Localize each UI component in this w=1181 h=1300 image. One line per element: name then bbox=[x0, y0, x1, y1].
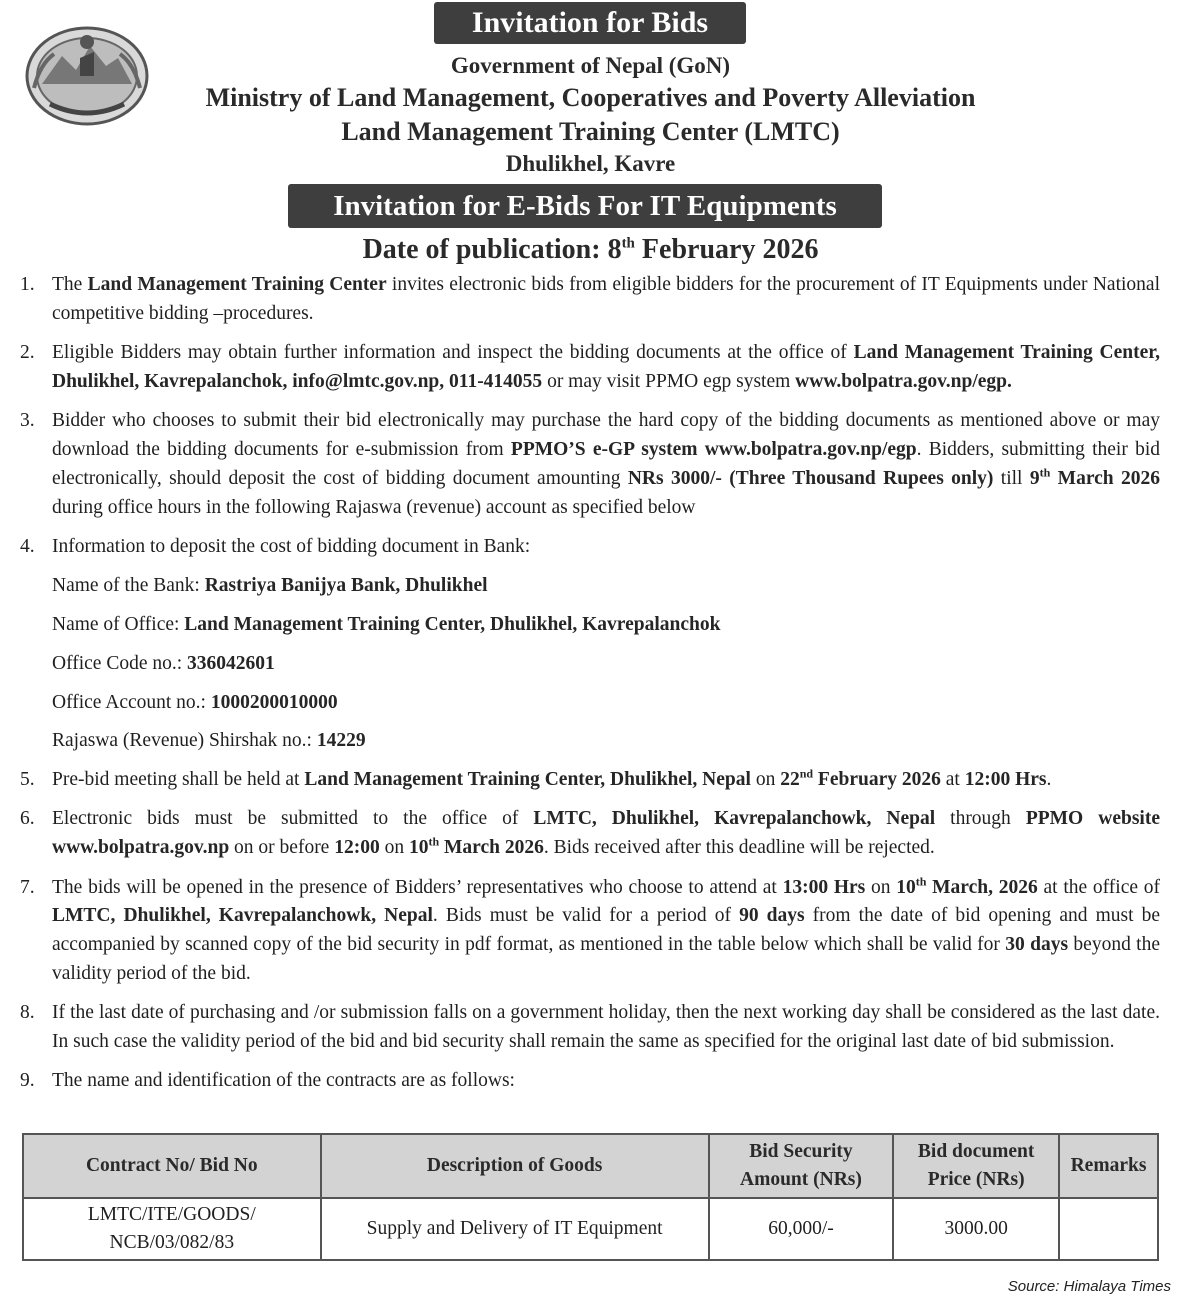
emphasis-text: 30 days bbox=[1005, 934, 1069, 956]
center-location: Dhulikhel, Kavre bbox=[505, 151, 676, 176]
emphasis-text: 12:00 Hrs bbox=[964, 769, 1047, 791]
notice-item bbox=[20, 874, 1160, 989]
center-name: Land Management Training Center (LMTC) bbox=[341, 117, 840, 146]
item-text bbox=[52, 410, 1160, 517]
emphasis-text: Land Management Training Center bbox=[87, 274, 387, 295]
ordinal-suffix: th bbox=[1039, 465, 1051, 480]
body-text: The bbox=[52, 274, 88, 295]
cell-document-price: 3000.00 bbox=[893, 1198, 1059, 1260]
body-text: . Bidders, submitting their bid electronically, should deposit the cost of bidding document amounting bbox=[52, 438, 1160, 489]
emphasis-text: March, 2026 bbox=[926, 876, 1038, 898]
emphasis-text: LMTC, Dhulikhel, Kavrepalanchowk, Nepal bbox=[52, 905, 433, 927]
bank-detail-label: Name of Office: bbox=[52, 613, 185, 635]
body-text: on or before bbox=[229, 837, 335, 859]
notice-items bbox=[20, 271, 1160, 1107]
body-text: Eligible Bidders may obtain further information and inspect the bidding documents at the office of bbox=[52, 342, 854, 364]
emphasis-text: Land Management Training Center, Dhulikhel, Kavrepalanchok, info@lmtc.gov.np, 011-414055 bbox=[52, 342, 1160, 392]
bank-detail-value: 1000200010000 bbox=[210, 691, 338, 713]
bank-detail-row bbox=[52, 727, 1160, 756]
bank-detail-row bbox=[52, 611, 1160, 640]
body-text: The bids will be opened in the presence of Bidders’ representatives who choose to attend at bbox=[52, 876, 783, 898]
item-text bbox=[52, 1002, 1160, 1052]
item-text bbox=[52, 274, 1160, 324]
bank-detail-label: Name of the Bank: bbox=[52, 575, 205, 597]
notice-item bbox=[20, 999, 1160, 1057]
government-name: Government of Nepal (GoN) bbox=[450, 53, 731, 78]
cell-contract-no: LMTC/ITE/GOODS/ NCB/03/082/83 bbox=[23, 1198, 321, 1260]
contracts-table bbox=[22, 1133, 1159, 1261]
notice-item bbox=[20, 533, 1160, 562]
ordinal-suffix: th bbox=[915, 874, 927, 889]
ordinal-suffix: th bbox=[428, 834, 440, 849]
cell-remarks bbox=[1059, 1198, 1158, 1260]
body-text: Pre-bid meeting shall be held at bbox=[52, 769, 305, 791]
body-text: The name and identification of the contracts are as follows: bbox=[52, 1070, 515, 1092]
bank-detail-row bbox=[52, 689, 1160, 718]
item-number: 5. bbox=[20, 769, 35, 791]
body-text: from the date of bid opening and must be accompanied by scanned copy of the bid security in pdf format, as mentioned in the table below which shall be valid for bbox=[52, 905, 1160, 956]
emphasis-text: 12:00 bbox=[334, 837, 380, 859]
body-text: or may visit PPMO egp system bbox=[542, 370, 796, 392]
bank-detail-value: 14229 bbox=[316, 730, 366, 752]
item-number: 7. bbox=[20, 876, 35, 898]
notice-item bbox=[20, 339, 1160, 397]
body-text: Bidder who chooses to submit their bid electronically may purchase the hard copy of the bidding documents as mentioned above or may download the bidding documents for e-submission from bbox=[52, 410, 1160, 460]
item-number: 6. bbox=[20, 808, 35, 830]
emphasis-text: 13:00 Hrs bbox=[782, 876, 866, 898]
bank-detail-value: Land Management Training Center, Dhulikhel, Kavrepalanchok bbox=[184, 613, 721, 635]
notice-title: Invitation for Bids bbox=[434, 2, 746, 44]
cell-bid-security: 60,000/- bbox=[709, 1198, 894, 1260]
body-text: Electronic bids must be submitted to the office of bbox=[52, 808, 534, 830]
item-text bbox=[52, 874, 1160, 984]
item-text bbox=[52, 766, 1052, 791]
bank-detail-value: 336042601 bbox=[187, 652, 275, 674]
notice-item bbox=[20, 766, 1160, 795]
header-bid-security: Bid Security Amount (NRs) bbox=[709, 1134, 894, 1198]
notice-subtitle: Invitation for E-Bids For IT Equipments bbox=[288, 184, 882, 228]
header-document-price: Bid document Price (NRs) bbox=[893, 1134, 1059, 1198]
body-text: on bbox=[379, 837, 409, 859]
ministry-name: Ministry of Land Management, Cooperatives and Poverty Alleviation bbox=[205, 83, 976, 112]
item-text bbox=[52, 1070, 515, 1091]
emphasis-text: NRs 3000/- (Three Thousand Rupees only) bbox=[627, 467, 994, 489]
body-text: beyond the validity period of the bid. bbox=[52, 934, 1160, 984]
item-number: 3. bbox=[20, 410, 35, 432]
notice-item bbox=[20, 805, 1160, 863]
notice-item bbox=[20, 1067, 1160, 1096]
item-number: 8. bbox=[20, 1002, 35, 1024]
body-text: on bbox=[750, 769, 781, 791]
emphasis-text: February 2026 bbox=[813, 769, 941, 791]
header-contract-no: Contract No/ Bid No bbox=[23, 1134, 321, 1198]
emphasis-text: PPMO website www.bolpatra.gov.np bbox=[52, 808, 1160, 859]
item-text bbox=[52, 808, 1160, 858]
item-number: 1. bbox=[20, 274, 35, 295]
emphasis-text: PPMO’S e-GP system www.bolpatra.gov.np/egp bbox=[510, 438, 917, 460]
item-text bbox=[52, 536, 530, 557]
body-text: invites electronic bids from eligible bidders for the procurement of IT Equipments under National competitive bidding –procedures. bbox=[52, 274, 1160, 324]
body-text: . Bids received after this deadline will be rejected. bbox=[543, 837, 935, 859]
emphasis-text: March 2026 bbox=[439, 837, 544, 859]
bank-detail-label: Office Code no.: bbox=[52, 652, 188, 674]
body-text: till bbox=[993, 467, 1030, 489]
ordinal-suffix: nd bbox=[799, 766, 814, 781]
body-text: through bbox=[935, 808, 1026, 830]
body-text: on bbox=[865, 876, 897, 898]
notice-item bbox=[20, 407, 1160, 522]
header-remarks: Remarks bbox=[1059, 1134, 1158, 1198]
body-text: If the last date of purchasing and /or submission falls on a government holiday, then the next working day shall be considered as the last date. In such case the validity period of the bid and bid security shall remain the same as specified for the original last date of bid submission. bbox=[52, 1002, 1160, 1053]
item-number: 2. bbox=[20, 342, 35, 364]
body-text: at bbox=[940, 769, 965, 791]
emphasis-text: LMTC, Dhulikhel, Kavrepalanchowk, Nepal bbox=[533, 808, 936, 830]
emphasis-text: www.bolpatra.gov.np/egp. bbox=[795, 370, 1012, 392]
emphasis-text: March 2026 bbox=[1050, 467, 1160, 489]
bank-detail-label: Rajaswa (Revenue) Shirshak no.: bbox=[52, 730, 317, 752]
body-text: . Bids must be valid for a period of bbox=[432, 905, 740, 927]
emphasis-text: 22 bbox=[780, 769, 800, 791]
table-header-row bbox=[23, 1134, 1158, 1198]
body-text: at the office of bbox=[1037, 876, 1160, 898]
bank-detail-row bbox=[52, 650, 1160, 679]
emphasis-text: 9 bbox=[1029, 467, 1040, 489]
bank-detail-row bbox=[52, 572, 1160, 601]
bank-detail-label: Office Account no.: bbox=[52, 691, 211, 713]
header-description: Description of Goods bbox=[321, 1134, 709, 1198]
emphasis-text: 90 days bbox=[739, 905, 805, 927]
item-text bbox=[52, 342, 1160, 392]
item-number: 4. bbox=[20, 535, 35, 557]
body-text: during office hours in the following Rajaswa (revenue) account as specified below bbox=[52, 496, 696, 518]
body-text: . bbox=[1046, 769, 1052, 791]
bank-detail-value: Rastriya Banijya Bank, Dhulikhel bbox=[204, 575, 488, 597]
cell-description: Supply and Delivery of IT Equipment bbox=[321, 1198, 709, 1260]
bank-details bbox=[20, 572, 1160, 756]
item-number: 9. bbox=[20, 1070, 35, 1092]
source-credit: Source: Himalaya Times bbox=[1007, 1278, 1171, 1295]
emphasis-text: 10 bbox=[408, 837, 429, 859]
emphasis-text: 10 bbox=[896, 876, 916, 898]
publication-date: Date of publication: 8th February 2026 bbox=[362, 234, 819, 265]
emphasis-text: Land Management Training Center, Dhulikhel, Nepal bbox=[304, 769, 751, 791]
table-row bbox=[23, 1198, 1158, 1260]
notice-item bbox=[20, 271, 1160, 329]
body-text: Information to deposit the cost of bidding document in Bank: bbox=[52, 535, 531, 557]
